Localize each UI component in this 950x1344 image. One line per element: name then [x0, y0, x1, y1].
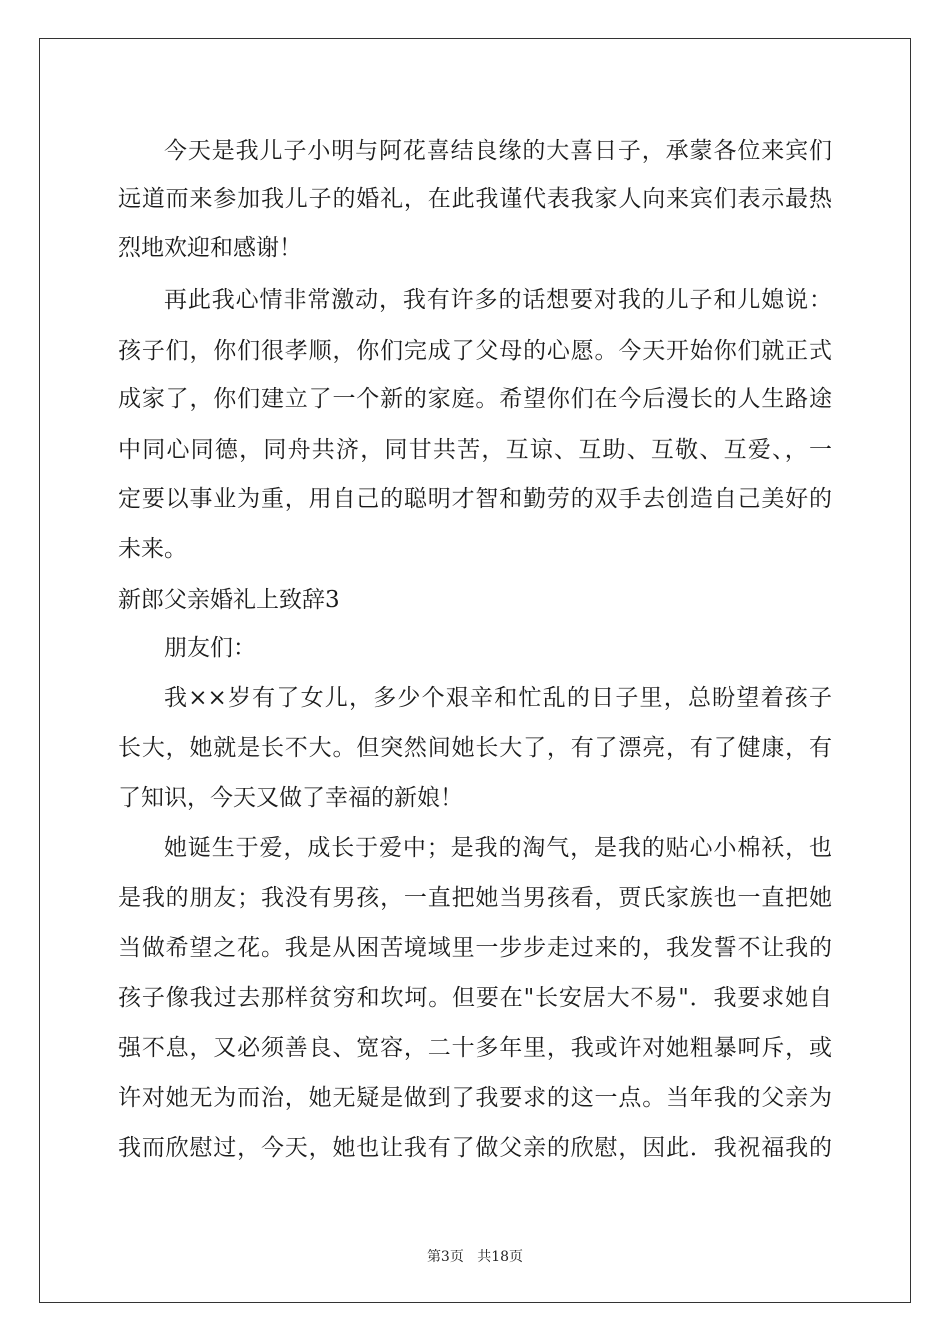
paragraph-line: 当做希望之花。我是从困苦境域里一步步走过来的，我发誓不让我的 — [118, 935, 832, 961]
paragraph-line: 我××岁有了女儿，多少个艰辛和忙乱的日子里，总盼望着孩子 — [164, 685, 832, 711]
paragraph-line: 了知识，今天又做了幸福的新娘！ — [118, 785, 463, 811]
paragraph-line: 长大，她就是长不大。但突然间她长大了，有了漂亮，有了健康，有 — [118, 735, 832, 761]
paragraph-line: 远道而来参加我儿子的婚礼，在此我谨代表我家人向来宾们表示最热 — [118, 186, 832, 212]
paragraph-line: 烈地欢迎和感谢！ — [118, 235, 302, 261]
paragraph-line: 今天是我儿子小明与阿花喜结良缘的大喜日子，承蒙各位来宾们 — [164, 138, 832, 164]
paragraph-line: 再此我心情非常激动，我有许多的话想要对我的儿子和儿媳说： — [164, 287, 832, 313]
paragraph-line: 成家了，你们建立了一个新的家庭。希望你们在今后漫长的人生路途 — [118, 386, 832, 412]
paragraph-line: 中同心同德，同舟共济，同甘共苦，互谅、互助、互敬、互爱、，一 — [118, 437, 832, 463]
paragraph-line: 许对她无为而治，她无疑是做到了我要求的这一点。当年我的父亲为 — [118, 1085, 832, 1111]
page-number: 第3页 — [426, 1249, 464, 1265]
paragraph-line: 朋友们： — [164, 635, 256, 661]
paragraph-line: 她诞生于爱，成长于爱中；是我的淘气，是我的贴心小棉袄，也 — [164, 835, 832, 861]
paragraph-line: 我而欣慰过，今天，她也让我有了做父亲的欣慰，因此．我祝福我的 — [118, 1135, 832, 1161]
page-border — [39, 38, 911, 1303]
paragraph-line: 定要以事业为重，用自己的聪明才智和勤劳的双手去创造自己美好的 — [118, 486, 832, 512]
page-total: 共18页 — [477, 1249, 524, 1265]
section-heading: 新郎父亲婚礼上致辞3 — [118, 587, 340, 613]
paragraph-line: 孩子像我过去那样贫穷和坎坷。但要在"长安居大不易"．我要求她自 — [118, 985, 832, 1011]
paragraph-line: 未来。 — [118, 536, 187, 562]
paragraph-line: 强不息，又必须善良、宽容，二十多年里，我或许对她粗暴呵斥，或 — [118, 1035, 832, 1061]
page-footer — [0, 1248, 950, 1266]
paragraph-line: 孩子们，你们很孝顺，你们完成了父母的心愿。今天开始你们就正式 — [118, 338, 832, 364]
paragraph-line: 是我的朋友；我没有男孩，一直把她当男孩看，贾氏家族也一直把她 — [118, 885, 832, 911]
